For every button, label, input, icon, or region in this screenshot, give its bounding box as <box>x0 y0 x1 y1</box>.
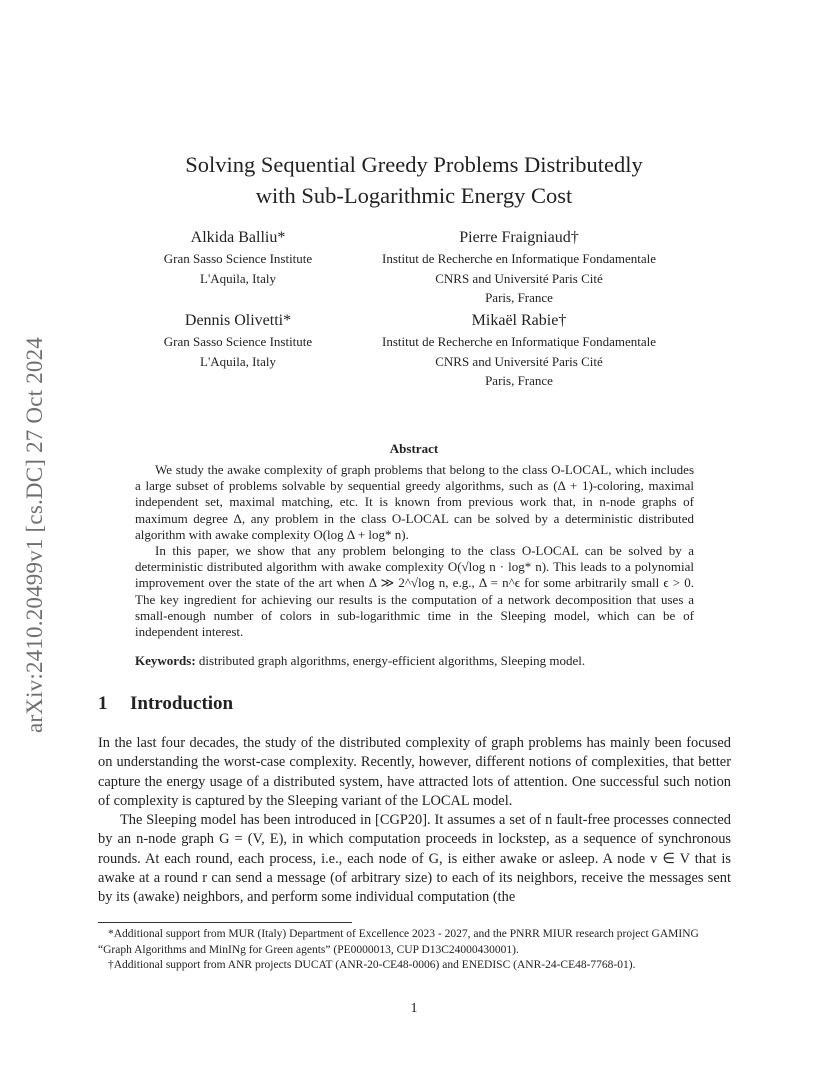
author-name: Pierre Fraigniaud† <box>459 229 579 246</box>
page-number: 1 <box>410 1001 418 1016</box>
author-block <box>134 227 342 288</box>
section-number: 1 <box>98 693 108 714</box>
arxiv-id: arXiv:2410.20499v1 [cs.DC] 27 Oct 2024 <box>22 337 47 733</box>
section-title: Introduction <box>130 693 234 714</box>
abstract-heading: Abstract <box>389 441 439 456</box>
abstract-paragraph: We study the awake complexity of graph problems that belong to the class O-LOCAL, which includes a large subset of problems solvable by sequential greedy algorithms, such as (Δ + 1)-coloring, maximal independent set, maximal matching, etc. It is known from previous work that, in n-node graphs of maximum degree Δ, any problem in the class O-LOCAL can be solved by a deterministic distributed algorithm with awake complexity O(log Δ + log* n). <box>135 462 694 542</box>
author-location: Paris, France <box>485 373 553 388</box>
author-affiliation: Institut de Recherche en Informatique Fondamentale <box>382 251 656 266</box>
footnote: *Additional support from MUR (Italy) Department of Excellence 2023 - 2027, and the PNRR MIUR research project GAMING “Graph Algorithms and MinINg for Green agents” (PE0000013, CUP D13C24000430001). <box>98 928 699 956</box>
keywords-label: Keywords: <box>135 653 196 668</box>
author-name: Alkida Balliu* <box>190 229 286 246</box>
author-affiliation: Institut de Recherche en Informatique Fondamentale <box>382 334 656 349</box>
keywords-text: distributed graph algorithms, energy-efficient algorithms, Sleeping model. <box>198 653 586 668</box>
introduction-body <box>98 734 731 908</box>
footnote-rule <box>98 922 352 923</box>
author-block <box>348 310 690 391</box>
footnote: †Additional support from ANR projects DUCAT (ANR-20-CE48-0006) and ENEDISC (ANR-24-CE48-7768-01). <box>108 959 636 971</box>
body-paragraph: In the last four decades, the study of the distributed complexity of graph problems has mainly been focused on understanding the worst-case complexity. Recently, however, different notions of complexities, that better capture the energy usage of a distributed system, have attracted lots of attention. One successful such notion of complexity is captured by the Sleeping variant of the LOCAL model. <box>98 735 731 809</box>
abstract-paragraph: In this paper, we show that any problem belonging to the class O-LOCAL can be solved by a deterministic distributed algorithm with awake complexity O(√log n · log* n). This leads to a polynomial improvement over the state of the art when Δ ≫ 2^√log n, e.g., Δ = n^ϵ for some arbitrarily small ϵ > 0. The key ingredient for achieving our results is the computation of a network decomposition that uses a small-enough number of colors in sub-logarithmic time in the Sleeping model, which can be of independent interest. <box>135 543 694 640</box>
author-name: Dennis Olivetti* <box>184 312 292 329</box>
author-affiliation-2: CNRS and Université Paris Cité <box>435 353 603 369</box>
section-heading <box>98 693 233 715</box>
author-block <box>134 310 342 371</box>
paper-title <box>0 149 828 211</box>
body-paragraph: The Sleeping model has been introduced in [CGP20]. It assumes a set of n fault-free processes connected by an n-node graph G = (V, E), in which computation proceeds in lockstep, as a sequence of synchronous rounds. At each round, each process, i.e., each node of G, is either awake or asleep. A node v ∈ V that is awake at a round r can send a message (of arbitrary size) to each of its neighbors, receive the messages sent by its (awake) neighbors, and perform some individual computation (the <box>98 812 731 906</box>
title-line-1: Solving Sequential Greedy Problems Distributedly <box>185 152 643 177</box>
author-block <box>348 227 690 308</box>
keywords <box>135 653 694 669</box>
author-name: Mikaël Rabie† <box>471 312 567 329</box>
author-affiliation: Gran Sasso Science Institute <box>163 251 313 266</box>
author-location: L'Aquila, Italy <box>200 353 276 369</box>
arxiv-sidebar-stamp <box>10 300 60 770</box>
author-affiliation-2: CNRS and Université Paris Cité <box>435 270 603 286</box>
title-line-2: with Sub-Logarithmic Energy Cost <box>255 183 573 208</box>
author-location: Paris, France <box>485 290 553 305</box>
author-location: L'Aquila, Italy <box>200 270 276 286</box>
abstract-body <box>135 462 694 640</box>
author-affiliation: Gran Sasso Science Institute <box>163 334 313 349</box>
